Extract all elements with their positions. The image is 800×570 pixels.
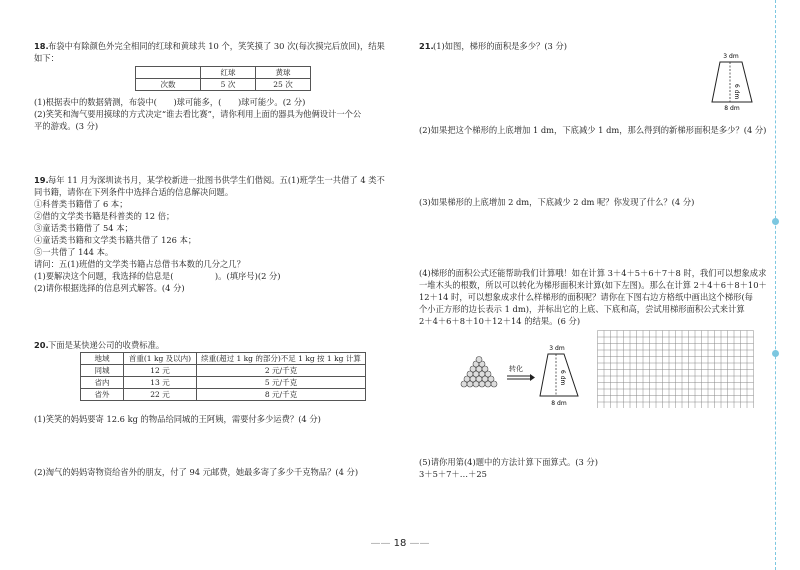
q20-number: 20.	[34, 340, 49, 350]
q19-cond2: ②借的文学类书籍是科普类的 12 倍；	[34, 211, 175, 221]
page-footer: —— 18 ——	[370, 538, 430, 549]
q19-question: 请问：五(1)班借的文学类书籍占总借书本数的几分之几？	[34, 259, 245, 269]
q18-td-yellow: 25 次	[256, 79, 311, 91]
q18-td-red: 5 次	[201, 79, 256, 91]
q20-r2-extra: 5 元/千克	[197, 377, 366, 389]
q18-part2b: 平的游戏。(3 分)	[34, 121, 99, 131]
trapezoid-figure-2	[534, 340, 590, 408]
grid-paper	[597, 330, 755, 408]
q20-part2: (2)淘气的妈妈寄物资给省外的朋友，付了 94 元邮费，她最多寄了多少千克物品？(4 分)	[34, 467, 359, 477]
q20-r1-extra: 2 元/千克	[197, 365, 366, 377]
q19-number: 19.	[34, 175, 49, 185]
q20-table	[80, 352, 366, 401]
q21-part4-line1: (4)梯形的面积公式还能帮助我们计算哦！如在计算 3＋4＋5＋6＋7＋8 时，我们可以想象成求	[419, 268, 767, 278]
page-number: 18	[393, 538, 407, 549]
q18-line2: 如下：	[34, 53, 59, 63]
q21-part5: (5)请你用第(4)题中的方法计算下面算式。(3 分)	[419, 457, 598, 467]
q21-part2: (2)如果把这个梯形的上底增加 1 dm，下底减少 1 dm，那么得到的新梯形面积是多少？(4 分)	[419, 125, 767, 135]
q20-r1-region: 同城	[81, 365, 124, 377]
q19-cond1: ①科普类书籍借了 6 本；	[34, 199, 128, 209]
q18-part2a: (2)笑笑和淘气要用摸球的方式决定“谁去看比赛”，请你利用上面的器具为他俩设计一个公	[34, 109, 362, 119]
trapezoid-top-label-1: 3 dm	[723, 53, 739, 60]
q20-th-region: 地域	[81, 353, 124, 365]
q18-th-0	[136, 67, 201, 79]
q19-cond4: ④童话类书籍和文学类书籍共借了 126 本；	[34, 235, 197, 245]
convert-arrow-icon	[506, 374, 536, 382]
q18-part1: (1)根据表中的数据猜测，布袋中( )球可能多，( )球可能少。(2 分)	[34, 97, 306, 107]
q18-number: 18.	[34, 41, 49, 51]
binding-hole-top	[772, 218, 779, 225]
q20-r2-first: 13 元	[124, 377, 197, 389]
trapezoid-top-label-2: 3 dm	[549, 345, 565, 352]
q18-th-yellow: 黄球	[256, 67, 311, 79]
q21-part4-line5: 2＋4＋6＋8＋10＋12＋14 的结果。(6 分)	[419, 316, 581, 326]
trapezoid-height-label-2: 6 dm	[559, 370, 566, 386]
trapezoid-shape-1	[712, 62, 752, 102]
q19-line1: 每年 11 月为深圳读书月，某学校新进一批图书供学生们借阅。五(1)班学生一共借了 4 类不	[48, 175, 385, 185]
q19-part1: (1)要解决这个问题，我选择的信息是( )。(填序号)(2 分)	[34, 271, 281, 281]
q21-number: 21.	[419, 41, 434, 51]
q18-line1: 布袋中有除颜色外完全相同的红球和黄球共 10 个，笑笑摸了 30 次(每次摸完后放回)，结果	[48, 41, 385, 51]
q18-table	[135, 66, 311, 91]
binding-dashed-line	[775, 0, 776, 570]
q19-cond3: ③童话类书籍借了 54 本；	[34, 223, 133, 233]
q20-r2-region: 省内	[81, 377, 124, 389]
q21-part3: (3)如果梯形的上底增加 2 dm，下底减少 2 dm 呢？你发现了什么？(4 分)	[419, 197, 695, 207]
trapezoid-figure-1	[700, 50, 760, 112]
q20-r1-first: 12 元	[124, 365, 197, 377]
q20-part1: (1)笑笑的妈妈要寄 12.6 kg 的物品给同城的王阿姨，需要付多少运费？(4 分)	[34, 414, 321, 424]
q19-cond5: ⑤一共借了 144 本。	[34, 247, 114, 257]
q21-part4-line2: 一堆木头的根数，所以可以转化为梯形面积来计算(如下左图)。那么在计算 2＋4＋6＋8＋10＋	[419, 280, 767, 290]
log-pile-icon	[458, 356, 500, 390]
binding-hole-bottom	[772, 350, 779, 357]
q18-th-red: 红球	[201, 67, 256, 79]
q20-r3-extra: 8 元/千克	[197, 389, 366, 401]
trapezoid-height-label-1: 6 dm	[733, 84, 740, 100]
q19-part2: (2)请你根据选择的信息列式解答。(4 分)	[34, 283, 185, 293]
q21-expression: 3＋5＋7＋…＋25	[419, 469, 487, 479]
q20-r3-region: 省外	[81, 389, 124, 401]
trapezoid-bottom-label-1: 8 dm	[724, 105, 740, 112]
q20-intro: 下面是某快递公司的收费标准。	[48, 340, 165, 350]
q20-th-first: 首重(1 kg 及以内)	[124, 353, 197, 365]
trapezoid-shape-2	[540, 354, 578, 396]
q20-r3-first: 22 元	[124, 389, 197, 401]
q21-part4-line4: 个小正方形的边长表示 1 dm)，并标出它的上底、下底和高，尝试用梯形面积公式来计算	[419, 304, 745, 314]
q19-line2: 同书籍，请你在下列条件中选择合适的信息解决问题。	[34, 187, 234, 197]
q21-part1: (1)如图，梯形的面积是多少？(3 分)	[433, 41, 568, 51]
q18-td-label: 次数	[136, 79, 201, 91]
q20-th-extra: 续重(超过 1 kg 的部分)不足 1 kg 按 1 kg 计算	[197, 353, 366, 365]
q21-part4-line3: 12＋14 时，可以想象成求什么样梯形的面积呢？请你在下图右边方格纸中画出这个梯形(每	[419, 292, 753, 302]
convert-label: 转化	[509, 365, 523, 373]
trapezoid-bottom-label-2: 8 dm	[551, 400, 567, 407]
